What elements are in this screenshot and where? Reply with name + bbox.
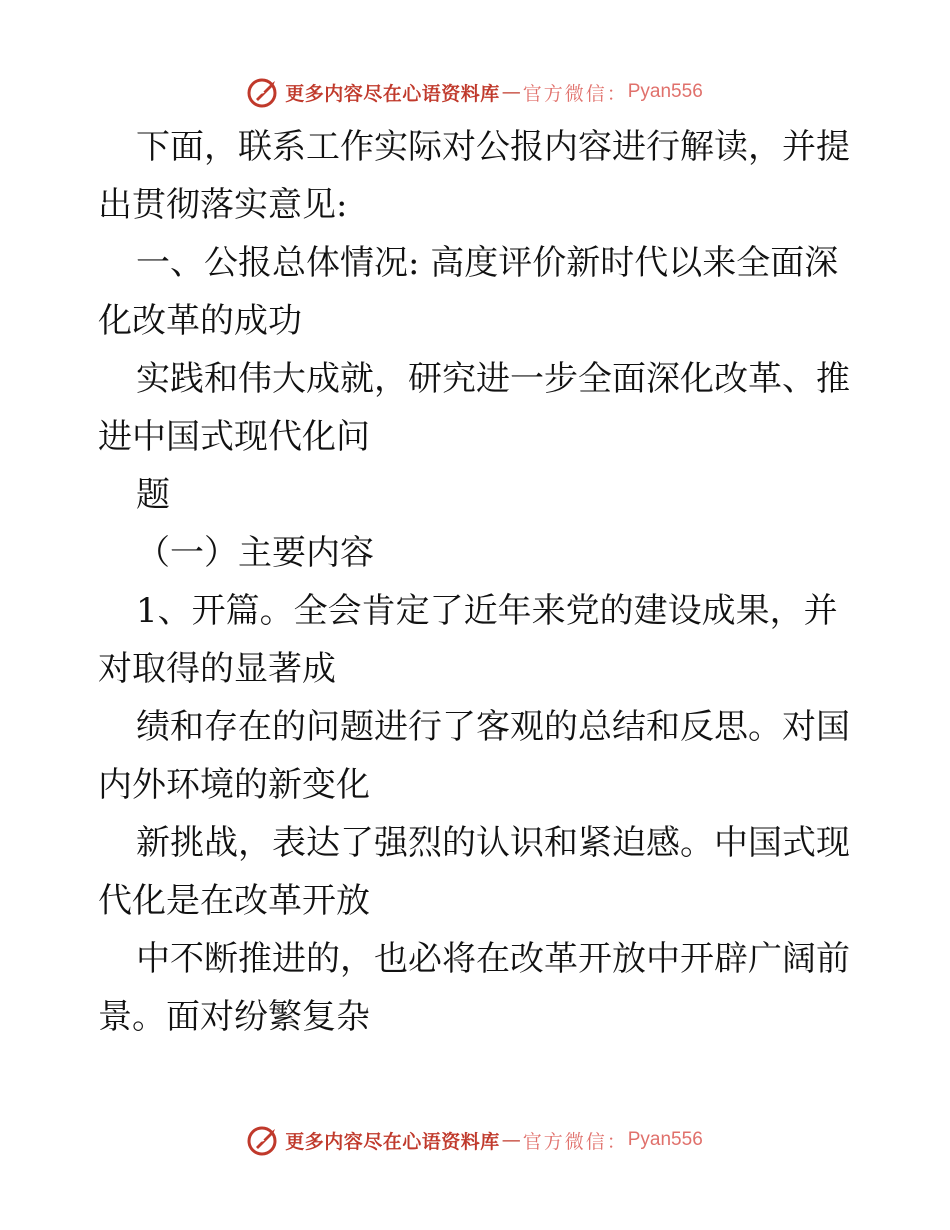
text-line: 绩和存在的问题进行了客观的总结和反思。对国	[136, 707, 850, 747]
text-line: 实践和伟大成就，研究进一步全面深化改革、推	[136, 359, 850, 399]
watermark-site-text: 更多内容尽在心语资料库	[285, 82, 500, 105]
watermark-dash: —	[501, 1129, 521, 1151]
text-line: 出贯彻落实意见:	[98, 185, 348, 225]
text-line: 景。面对纷繁复杂	[98, 997, 370, 1037]
header-watermark	[0, 72, 950, 112]
text-line: 进中国式现代化问	[98, 417, 370, 457]
subsection-heading: （一）主要内容	[136, 533, 374, 573]
text-line: 下面，联系工作实际对公报内容进行解读，并提	[136, 127, 850, 167]
text-line: 新挑战，表达了强烈的认识和紧迫感。中国式现	[136, 823, 850, 863]
watermark-site-text: 更多内容尽在心语资料库	[285, 1130, 500, 1153]
text-line: 代化是在改革开放	[98, 881, 370, 921]
watermark-wechat-id: Pyan556	[627, 81, 703, 102]
pen-logo-icon	[247, 1123, 281, 1157]
text-line: 题	[136, 475, 170, 515]
text-line: 1、开篇。全会肯定了近年来党的建设成果，并	[136, 591, 838, 631]
watermark-dash: —	[501, 81, 521, 103]
text-line: 对取得的显著成	[98, 649, 336, 689]
watermark-wechat-label: 官方微信：	[522, 1130, 628, 1153]
pen-logo-icon	[247, 75, 281, 109]
text-line: 中不断推进的，也必将在改革开放中开辟广阔前	[136, 939, 850, 979]
text-line: 化改革的成功	[98, 301, 302, 341]
footer-watermark	[0, 1120, 950, 1160]
watermark-wechat-id: Pyan556	[627, 1129, 703, 1150]
section-heading: 一、公报总体情况: 高度评价新时代以来全面深	[136, 243, 839, 283]
watermark-wechat-label: 官方微信：	[522, 82, 628, 105]
document-body	[98, 118, 858, 1046]
text-line: 内外环境的新变化	[98, 765, 370, 805]
